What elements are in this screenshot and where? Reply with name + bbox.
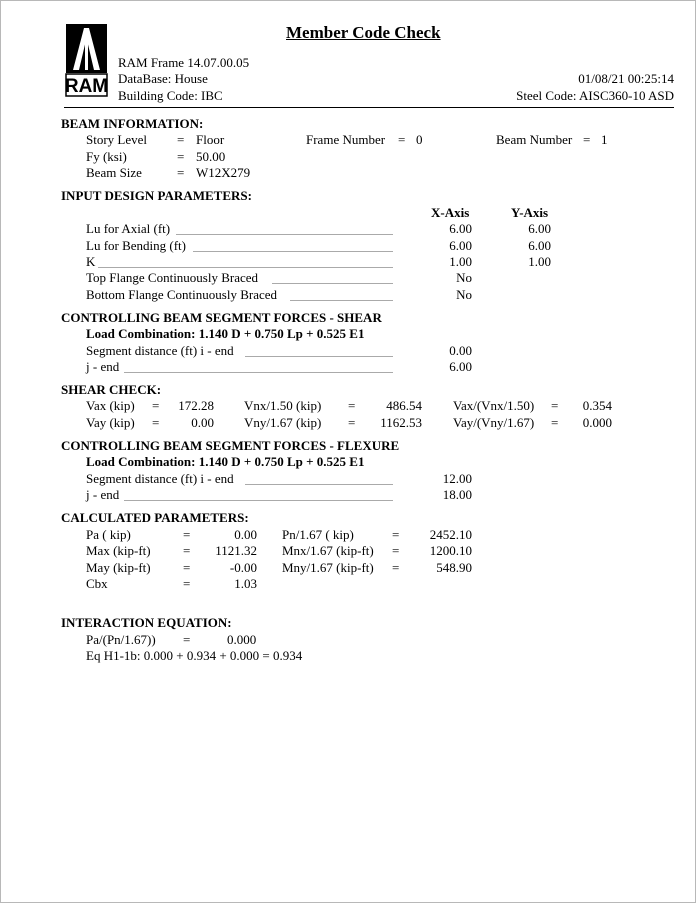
calc-capacity-label: Mny/1.67 (kip-ft): [282, 560, 374, 575]
param-label: Lu for Bending (ft): [86, 238, 187, 253]
calc-capacity-label: Pn/1.67 ( kip): [282, 527, 354, 542]
shear-check-heading: SHEAR CHECK:: [61, 382, 162, 397]
shear-ratio-value: 0.354: [582, 398, 612, 413]
equals-sign: =: [583, 132, 591, 147]
leader-line: [193, 251, 393, 252]
equals-sign: =: [183, 632, 191, 647]
param-x-value: 1.00: [449, 254, 472, 269]
beam-number-label: Beam Number: [496, 132, 573, 147]
beam-info-heading: BEAM INFORMATION:: [61, 116, 204, 131]
segment-j-label: j - end: [86, 359, 120, 374]
ram-logo: [64, 22, 109, 98]
segment-j-value: 6.00: [449, 359, 472, 374]
flexure-forces-heading: CONTROLLING BEAM SEGMENT FORCES - FLEXURE: [61, 438, 400, 453]
equals-sign: =: [152, 415, 160, 430]
calc-capacity-value: 1200.10: [429, 543, 472, 558]
segment-j-label: j - end: [86, 487, 120, 502]
steel-code: Steel Code: AISC360-10 ASD: [516, 88, 674, 103]
shear-ratio-value: 0.000: [582, 415, 612, 430]
leader-line: [272, 283, 393, 284]
shear-demand-value: 0.00: [191, 415, 214, 430]
calc-value: 1.03: [234, 576, 257, 591]
param-x-value: 6.00: [449, 238, 472, 253]
page-title: Member Code Check: [286, 23, 441, 42]
segment-i-value: 0.00: [449, 343, 472, 358]
shear-demand-value: 172.28: [178, 398, 214, 413]
equals-sign: =: [348, 415, 356, 430]
interaction-heading: INTERACTION EQUATION:: [61, 615, 232, 630]
leader-line: [176, 234, 393, 235]
equals-sign: =: [183, 560, 191, 575]
logo-text: RAM: [64, 76, 109, 97]
shear-forces-heading: CONTROLLING BEAM SEGMENT FORCES - SHEAR: [61, 310, 382, 325]
calc-value: -0.00: [229, 560, 257, 575]
calc-value: 1121.32: [215, 543, 257, 558]
leader-line: [98, 267, 393, 268]
equals-sign: =: [177, 132, 185, 147]
equals-sign: =: [392, 527, 400, 542]
beam-size-label: Beam Size: [86, 165, 142, 180]
header-divider: [64, 107, 674, 108]
beam-number-value: 1: [601, 132, 608, 147]
calc-value: 0.00: [234, 527, 257, 542]
equals-sign: =: [183, 576, 191, 591]
shear-capacity-value: 1162.53: [380, 415, 422, 430]
param-y-value: 6.00: [528, 238, 551, 253]
report-datetime: 01/08/21 00:25:14: [578, 71, 674, 86]
param-y-value: 6.00: [528, 221, 551, 236]
calc-label: May (kip-ft): [86, 560, 151, 575]
equals-sign: =: [551, 415, 559, 430]
interaction-pa-value: 0.000: [227, 632, 257, 647]
equals-sign: =: [392, 543, 400, 558]
design-params-heading: INPUT DESIGN PARAMETERS:: [61, 188, 252, 203]
interaction-equation: Eq H1-1b: 0.000 + 0.934 + 0.000 = 0.934: [86, 648, 303, 663]
calc-capacity-value: 2452.10: [429, 527, 472, 542]
calc-params-heading: CALCULATED PARAMETERS:: [61, 510, 249, 525]
calc-label: Pa ( kip): [86, 527, 131, 542]
shear-load-combination: Load Combination: 1.140 D + 0.750 Lp + 0.525 E1: [86, 326, 365, 341]
frame-number-label: Frame Number: [306, 132, 386, 147]
param-x-value: No: [456, 270, 472, 285]
equals-sign: =: [183, 527, 191, 542]
program-version: RAM Frame 14.07.00.05: [118, 55, 250, 70]
equals-sign: =: [177, 149, 185, 164]
param-x-value: No: [456, 287, 472, 302]
y-axis-header: Y-Axis: [511, 205, 549, 220]
param-y-value: 1.00: [528, 254, 551, 269]
equals-sign: =: [183, 543, 191, 558]
leader-line: [124, 500, 393, 501]
database-name: DataBase: House: [118, 71, 208, 86]
equals-sign: =: [398, 132, 406, 147]
equals-sign: =: [392, 560, 400, 575]
shear-ratio-label: Vay/(Vny/1.67): [453, 415, 535, 430]
param-label: Bottom Flange Continuously Braced: [86, 287, 278, 302]
param-x-value: 6.00: [449, 221, 472, 236]
leader-line: [290, 300, 393, 301]
equals-sign: =: [177, 165, 185, 180]
param-label: K: [86, 254, 96, 269]
param-label: Lu for Axial (ft): [86, 221, 171, 236]
leader-line: [245, 356, 393, 357]
shear-capacity-label: Vny/1.67 (kip): [244, 415, 322, 430]
x-axis-header: X-Axis: [431, 205, 470, 220]
fy-value: 50.00: [196, 149, 226, 164]
interaction-pa-label: Pa/(Pn/1.67)): [86, 632, 156, 647]
fy-label: Fy (ksi): [86, 149, 127, 164]
shear-ratio-label: Vax/(Vnx/1.50): [453, 398, 535, 413]
equals-sign: =: [348, 398, 356, 413]
calc-label: Cbx: [86, 576, 108, 591]
story-level-label: Story Level: [86, 132, 148, 147]
calc-label: Max (kip-ft): [86, 543, 151, 558]
segment-j-value: 18.00: [442, 487, 472, 502]
segment-i-label: Segment distance (ft) i - end: [86, 471, 234, 486]
shear-demand-label: Vay (kip): [86, 415, 135, 430]
calc-capacity-value: 548.90: [436, 560, 472, 575]
frame-number-value: 0: [416, 132, 423, 147]
shear-capacity-label: Vnx/1.50 (kip): [244, 398, 322, 413]
segment-i-label: Segment distance (ft) i - end: [86, 343, 234, 358]
flexure-load-combination: Load Combination: 1.140 D + 0.750 Lp + 0.525 E1: [86, 454, 365, 469]
story-level-value: Floor: [196, 132, 225, 147]
calc-capacity-label: Mnx/1.67 (kip-ft): [282, 543, 374, 558]
beam-size-value: W12X279: [196, 165, 251, 180]
building-code: Building Code: IBC: [118, 88, 223, 103]
leader-line: [124, 372, 393, 373]
param-label: Top Flange Continuously Braced: [86, 270, 259, 285]
equals-sign: =: [551, 398, 559, 413]
segment-i-value: 12.00: [442, 471, 472, 486]
leader-line: [245, 484, 393, 485]
shear-capacity-value: 486.54: [386, 398, 422, 413]
shear-demand-label: Vax (kip): [86, 398, 135, 413]
equals-sign: =: [152, 398, 160, 413]
